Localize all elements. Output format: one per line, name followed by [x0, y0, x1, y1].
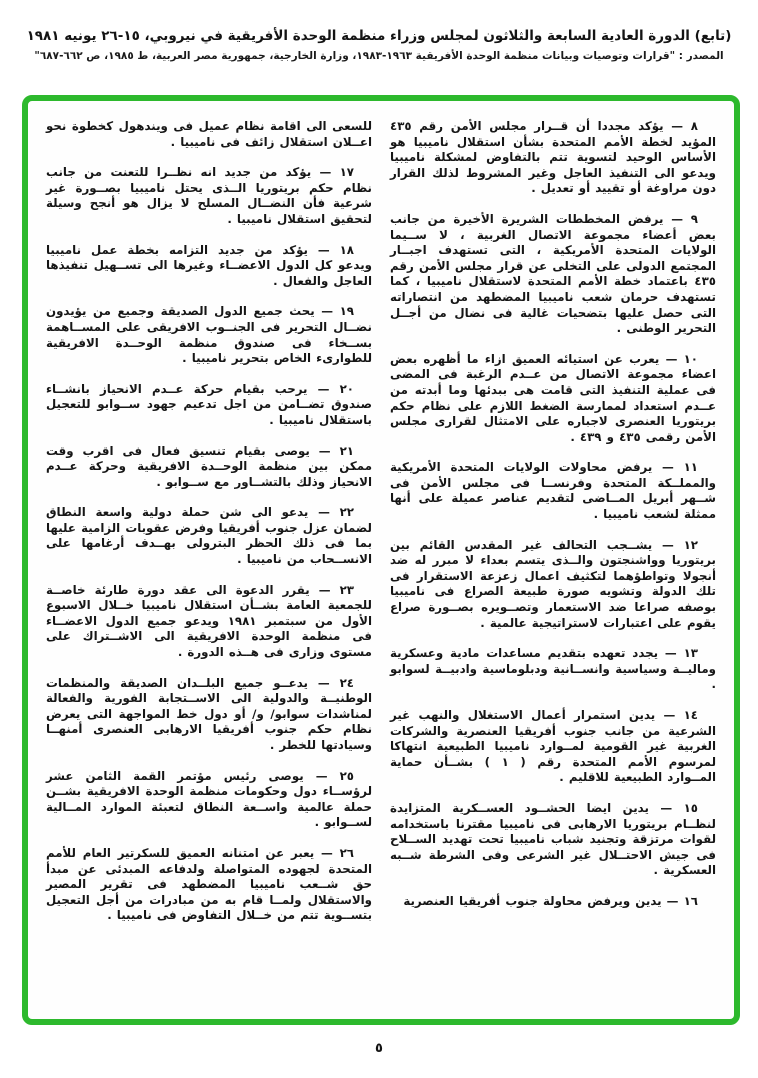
resolution-paragraph-17: ١٧ — يؤكد من جديد انه نظــرا للتعنت من جانب نظام حكم بريتوريا الــذى يحتل ناميبيا بصــورة غير شرعية فأن النضــال المسلح لا يزال هو أنجح وسيلة لتحقيق استقلال ناميبيا .	[46, 165, 372, 226]
document-title: (تابع) الدورة العادية السابعة والثلاثون لمجلس وزراء منظمة الوحدة الأفريقية في نيروبي، ١٥-٢٦ يونيه ١٩٨١	[26, 28, 732, 44]
resolution-paragraph-20: ٢٠ — يرحب بقيام حركة عــدم الانحياز بانشــاء صندوق تضــامن من اجل تدعيم جهود ســوابو للتعجيل باستقلال ناميبيا .	[46, 381, 372, 427]
resolution-paragraph-18: ١٨ — يؤكد من جديد التزامه بخطة عمل ناميبيا ويدعو كل الدول الاعضــاء وغيرها الى تســهيل تنفيذها العاجل والفعال .	[46, 242, 372, 288]
resolution-paragraph-10: ١٠ — يعرب عن استيائه العميق ازاء ما أظهره بعض اعضاء مجموعة الاتصال من عــدم الرغبة فى المضى فى عملية التنفيذ التى قامت هى ببدئها وما أبدته من عــدم استعداد لممارسة الضغط اللازم على نظام حكم بريتوريا العنصرى لاجباره على الامتثال لقرارى مجلس الأمن رقمى ٤٣٥ و ٤٣٩ .	[390, 351, 716, 444]
document-frame	[22, 95, 740, 1025]
column-left	[46, 119, 372, 1009]
resolution-paragraph-13: ١٣ — يجدد تعهده بتقديم مساعدات مادية وعسكرية وماليــة وسياسية وانســانية ودبلوماسية وادبيــة لسوابو .	[390, 646, 716, 692]
resolution-paragraph-14: ١٤ — يدين استمرار أعمال الاستغلال والنهب غير الشرعية من جانب جنوب أفريقيا العنصرية والشركات الغربية غير القومية لمــوارد ناميبيا الطبيعية انتهاكا لمرسوم الأمم المتحدة رقم ( ١ ) بشــأن حماية المــوارد الطبيعية للاقليم .	[390, 708, 717, 785]
resolution-paragraph-12: ١٢ — يشــجب التحالف غير المقدس القائم بين بريتوريا وواشنجتون والــذى يتسم بعداء لا مبرر له ضد أنجولا وتواطؤهما لتكثيف اعمال زعزعة الاستقرار فى تلك الدولة وتشويه صورة طبيعة الصراع فى ناميبيا بوصفه صراعا ضد الاستعمار وتصــويره بصــورة صراع يقوم على اعتبارات لاستراتيجية عالمية .	[390, 537, 716, 630]
resolution-paragraph-23: ٢٣ — يقرر الدعوة الى عقد دورة طارئة خاصــة للجمعية العامة بشــأن استقلال ناميبيا خــلال الاسبوع الأول من سبتمبر ١٩٨١ ويدعو جميع الدول الاعضــاء فى منظمة الوحدة الافريقية الى الاشــتراك على مستوى وزارى فى هــذه الدورة .	[46, 582, 372, 660]
paragraph-16-continuation: للسعى الى اقامة نظام عميل فى ويندهول كخطوة نحو اعــلان استقلال زائف فى ناميبيا .	[46, 119, 372, 149]
resolution-paragraph-9: ٩ — يرفض المخططات الشريرة الأخيرة من جانب بعض أعضاء مجموعة الاتصال الغربية ، لا ســيما الولايات المتحدة الأمريكية ، التى تستهدف اجبــار المجتمع الدولى على التخلى عن قرار مجلس الأمن رقم ٤٣٥ باعتماد خطة الأمم المتحدة لاستقلال ناميبيا ، كما تستهدف حرمان شعب ناميبيا المضطهد من انتصاراته التى حصل عليها بتضحيات غالية فى نضال من أجــل التحرير الوطنى .	[390, 211, 716, 336]
page-header	[0, 0, 758, 62]
resolution-paragraph-21: ٢١ — يوصى بقيام تنسيق فعال فى اقرب وقت ممكن بين منظمة الوحــدة الافريقية وحركة عــدم الانحياز وذلك بالتشــاور مع ســوابو .	[46, 443, 372, 489]
document-source-citation: المصدر : "قرارات وتوصيات وبيانات منظمة الوحدة الأفريقية ١٩٦٣-١٩٨٣، وزارة الخارجية، جمهورية مصر العربية، ط ١٩٨٥، ص ٦٦٢-٦٨٧"	[34, 50, 724, 63]
page-number: ٥	[375, 1041, 383, 1056]
resolution-paragraph-22: ٢٢ — يدعو الى شن حملة دولية واسعة النطاق لضمان عزل جنوب أفريقيا وفرض عقوبات الزامية عليها بما فى ذلك الحظر البترولى بهــدف أرغامها على الانســحاب من ناميبيا .	[46, 505, 372, 567]
resolution-paragraph-19: ١٩ — يحث جميع الدول الصديقة وجميع من يؤيدون نضــال التحرير فى الجنــوب الافريقى على المســاهمة بســخاء فى صندوق منظمة الوحــدة الافريقية للطوارىء الخاص بتحرير ناميبيا .	[46, 304, 372, 366]
resolution-paragraph-8: ٨ — يؤكد مجددا أن قــرار مجلس الأمن رقم ٤٣٥ المؤيد لخطة الأمم المتحدة بشأن استقلال ناميبيا هو الأساس الوحيد لتسوية تتم بالتفاوض لمشكلة ناميبيا ويدعو الى التنفيذ العاجل وغير المشروط لذلك القرار دون مراوغة أو تقييد أو تعديل .	[390, 119, 716, 196]
resolution-paragraph-25: ٢٥ — يوصى رئيس مؤتمر القمة الثامن عشر لرؤســاء دول وحكومات منظمة الوحدة الافريقية بشــن حملة عالمية واســعة النطاق لتعبئة الموارد المــالية لســوابو .	[46, 768, 372, 830]
resolution-paragraph-15: ١٥ — يدين ايضا الحشــود العســكرية المتزايدة لنظــام بريتوريا الارهابى فى ناميبيا مقترنا باستخدامه لقوات مرتزقة وتجنيد شباب ناميبيا تحت تهديد الســلاح فى جيش الاحتــلال غير الشرعى وفى الشرطة شــبه العسكرية .	[390, 800, 716, 878]
column-right	[390, 119, 716, 1009]
resolution-paragraph-16: ١٦ — يدين ويرفض محاولة جنوب أفريقيا العنصرية	[403, 893, 698, 908]
resolution-paragraph-24: ٢٤ — يدعــو جميع البلــدان الصديقة والمنظمات الوطنيــة والدولية الى الاســتجابة الفورية والفعالة لمناشدات سوابو/ و/ أو دول خط المواجهة التى يعرض نظام حكم جنوب أفريقيا الارهابى العنصرى أمنهــا وسيادتها للخطر .	[46, 675, 372, 752]
resolution-paragraph-11: ١١ — يرفض محاولات الولايات المتحدة الأمريكية والمملــكة المتحدة وفرنســا فى مجلس الأمن فى شــهر أبريل المــاضى لتقديم عناصر عميلة على أنها ممثلة لشعب ناميبيا .	[390, 460, 716, 522]
resolution-paragraph-26: ٢٦ — يعبر عن امتنانه العميق للسكرتير العام للأمم المتحدة لجهوده المتواصلة ولدفاعه المبدئى عن مبدأ حق شــعب ناميبيا المضطهد فى تقرير المصير والاستقلال ولمــا قام به من مبادرات من أجل التعجيل بتســوية تتم من خــلال التفاوض فى ناميبيا .	[46, 845, 372, 923]
two-column-text-layout	[46, 119, 716, 1009]
